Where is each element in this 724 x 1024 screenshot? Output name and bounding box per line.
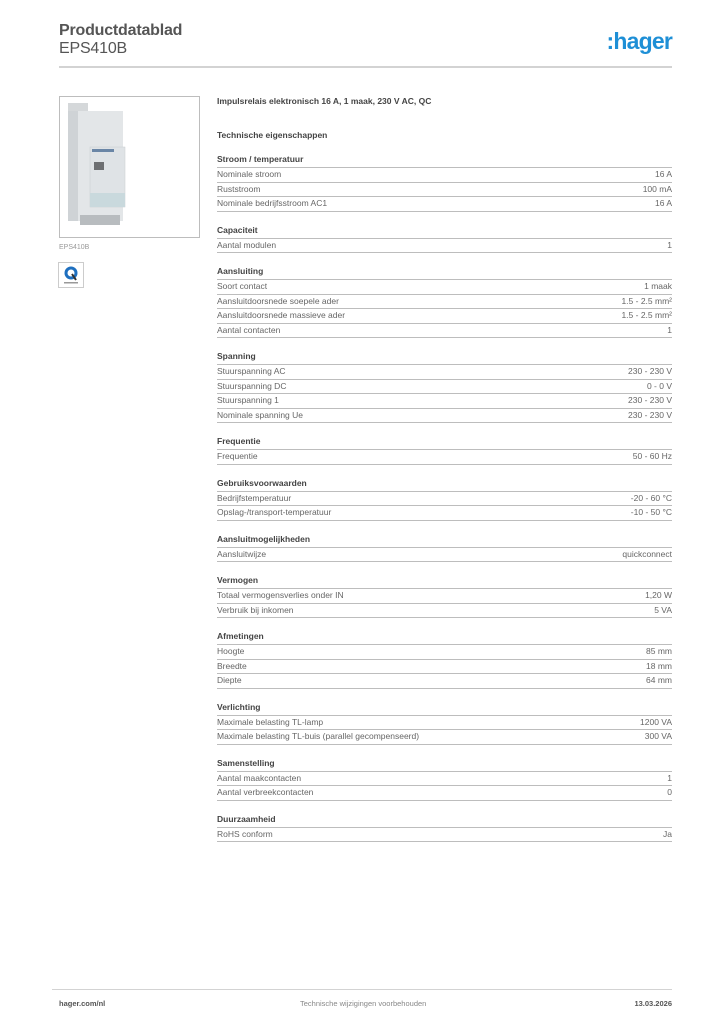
spec-label: Aantal contacten xyxy=(217,324,281,335)
footer-divider xyxy=(52,989,672,990)
spec-row xyxy=(217,604,672,619)
spec-row xyxy=(217,380,672,395)
spec-row xyxy=(217,365,672,380)
spec-value: Ja xyxy=(663,828,672,839)
spec-value: quickconnect xyxy=(622,548,672,559)
group-title: Vermogen xyxy=(217,575,672,589)
spec-group xyxy=(217,814,672,843)
spec-row xyxy=(217,645,672,660)
group-title: Afmetingen xyxy=(217,631,672,645)
spec-row xyxy=(217,280,672,295)
spec-label: Totaal vermogensverlies onder IN xyxy=(217,590,344,600)
spec-group xyxy=(217,702,672,745)
spec-row xyxy=(217,772,672,787)
product-code: EPS410B xyxy=(59,40,127,57)
spec-label: Maximale belasting TL-buis (parallel gecompenseerd) xyxy=(217,731,420,741)
spec-row xyxy=(217,828,672,843)
group-title: Spanning xyxy=(217,351,672,365)
spec-value: 100 mA xyxy=(642,183,672,194)
spec-value: -10 - 50 °C xyxy=(630,507,672,517)
spec-label: Soort contact xyxy=(217,281,268,291)
spec-label: Aantal verbreekcontacten xyxy=(217,787,314,797)
spec-value: 230 - 230 V xyxy=(628,395,672,405)
document-header xyxy=(59,22,182,58)
spec-label: Aantal maakcontacten xyxy=(217,772,302,783)
spec-label: RoHS conform xyxy=(217,828,273,839)
image-caption: EPS410B xyxy=(59,244,90,251)
spec-content xyxy=(217,96,672,855)
spec-value: 5 VA xyxy=(654,604,672,615)
spec-group xyxy=(217,154,672,212)
spec-label: Nominale spanning Ue xyxy=(217,409,303,420)
spec-row xyxy=(217,660,672,675)
spec-value: 1,20 W xyxy=(645,590,672,600)
group-title: Aansluitmogelijkheden xyxy=(217,534,672,548)
spec-groups xyxy=(217,154,672,842)
spec-row xyxy=(217,183,672,198)
spec-group xyxy=(217,575,672,618)
spec-label: Aansluitdoorsnede massieve ader xyxy=(217,310,346,320)
spec-row xyxy=(217,450,672,465)
spec-row xyxy=(217,309,672,324)
spec-group xyxy=(217,225,672,254)
spec-group xyxy=(217,534,672,563)
spec-value: 18 mm xyxy=(646,660,672,671)
spec-label: Verbruik bij inkomen xyxy=(217,604,294,615)
spec-value: 1200 VA xyxy=(640,716,672,727)
spec-row xyxy=(217,409,672,424)
footer-website-link[interactable]: hager.com/nl xyxy=(59,999,106,1008)
spec-group xyxy=(217,758,672,801)
spec-row xyxy=(217,168,672,183)
group-title: Frequentie xyxy=(217,436,672,450)
group-title: Gebruiksvoorwaarden xyxy=(217,478,672,492)
spec-label: Frequentie xyxy=(217,451,258,461)
spec-row xyxy=(217,674,672,689)
spec-label: Bedrijfstemperatuur xyxy=(217,492,292,503)
spec-value: 85 mm xyxy=(646,646,672,656)
spec-row xyxy=(217,548,672,563)
spec-value: 300 VA xyxy=(644,731,672,741)
spec-label: Nominale bedrijfsstroom AC1 xyxy=(217,198,328,208)
quickconnect-badge-icon xyxy=(58,262,84,288)
spec-value: 1 maak xyxy=(644,281,672,291)
footer-date: 13.03.2026 xyxy=(634,999,672,1008)
spec-value: 1.5 - 2.5 mm² xyxy=(621,310,672,320)
spec-value: 1 xyxy=(667,772,672,783)
group-title: Capaciteit xyxy=(217,225,672,239)
spec-group xyxy=(217,478,672,521)
spec-value: -20 - 60 °C xyxy=(630,492,672,503)
spec-label: Aansluitdoorsnede soepele ader xyxy=(217,295,339,306)
section-title: Technische eigenschappen xyxy=(217,130,328,140)
spec-label: Ruststroom xyxy=(217,183,261,194)
spec-value: 64 mm xyxy=(646,675,672,685)
group-title: Aansluiting xyxy=(217,266,672,280)
spec-row xyxy=(217,589,672,604)
spec-row xyxy=(217,295,672,310)
hager-logo: :hager xyxy=(606,28,672,54)
spec-value: 230 - 230 V xyxy=(628,366,672,376)
spec-label: Hoogte xyxy=(217,646,245,656)
spec-label: Aansluitwijze xyxy=(217,548,267,559)
spec-group xyxy=(217,631,672,689)
spec-row xyxy=(217,394,672,409)
spec-row xyxy=(217,716,672,731)
spec-row xyxy=(217,197,672,212)
spec-value: 16 A xyxy=(654,198,672,208)
group-title: Samenstelling xyxy=(217,758,672,772)
spec-value: 1 xyxy=(667,324,672,335)
product-image xyxy=(59,96,200,238)
spec-label: Opslag-/transport-temperatuur xyxy=(217,507,332,517)
spec-row xyxy=(217,786,672,801)
footer-disclaimer: Technische wijzigingen voorbehouden xyxy=(300,999,427,1008)
spec-label: Stuurspanning AC xyxy=(217,366,286,376)
spec-value: 16 A xyxy=(654,169,672,179)
spec-value: 50 - 60 Hz xyxy=(632,451,672,461)
spec-row xyxy=(217,324,672,339)
spec-label: Stuurspanning DC xyxy=(217,380,287,391)
product-description: Impulsrelais elektronisch 16 A, 1 maak, 230 V AC, QC xyxy=(217,96,432,106)
relay-device-icon xyxy=(60,97,199,237)
spec-label: Aantal modulen xyxy=(217,239,277,250)
spec-label: Nominale stroom xyxy=(217,169,282,179)
spec-group xyxy=(217,266,672,338)
spec-label: Breedte xyxy=(217,660,247,671)
header-divider xyxy=(59,66,672,68)
spec-row xyxy=(217,730,672,745)
spec-value: 1 xyxy=(667,239,672,250)
spec-value: 0 - 0 V xyxy=(646,380,672,391)
group-title: Verlichting xyxy=(217,702,672,716)
spec-row xyxy=(217,239,672,254)
spec-group xyxy=(217,351,672,423)
spec-row xyxy=(217,506,672,521)
spec-value: 230 - 230 V xyxy=(628,409,672,420)
spec-label: Maximale belasting TL-lamp xyxy=(217,716,324,727)
document-title: Productdatablad xyxy=(59,22,183,39)
spec-value: 1.5 - 2.5 mm² xyxy=(621,295,672,306)
group-title: Duurzaamheid xyxy=(217,814,672,828)
spec-label: Stuurspanning 1 xyxy=(217,395,279,405)
spec-group xyxy=(217,436,672,465)
spec-row xyxy=(217,492,672,507)
spec-label: Diepte xyxy=(217,675,242,685)
group-title: Stroom / temperatuur xyxy=(217,154,672,168)
spec-value: 0 xyxy=(667,787,672,797)
